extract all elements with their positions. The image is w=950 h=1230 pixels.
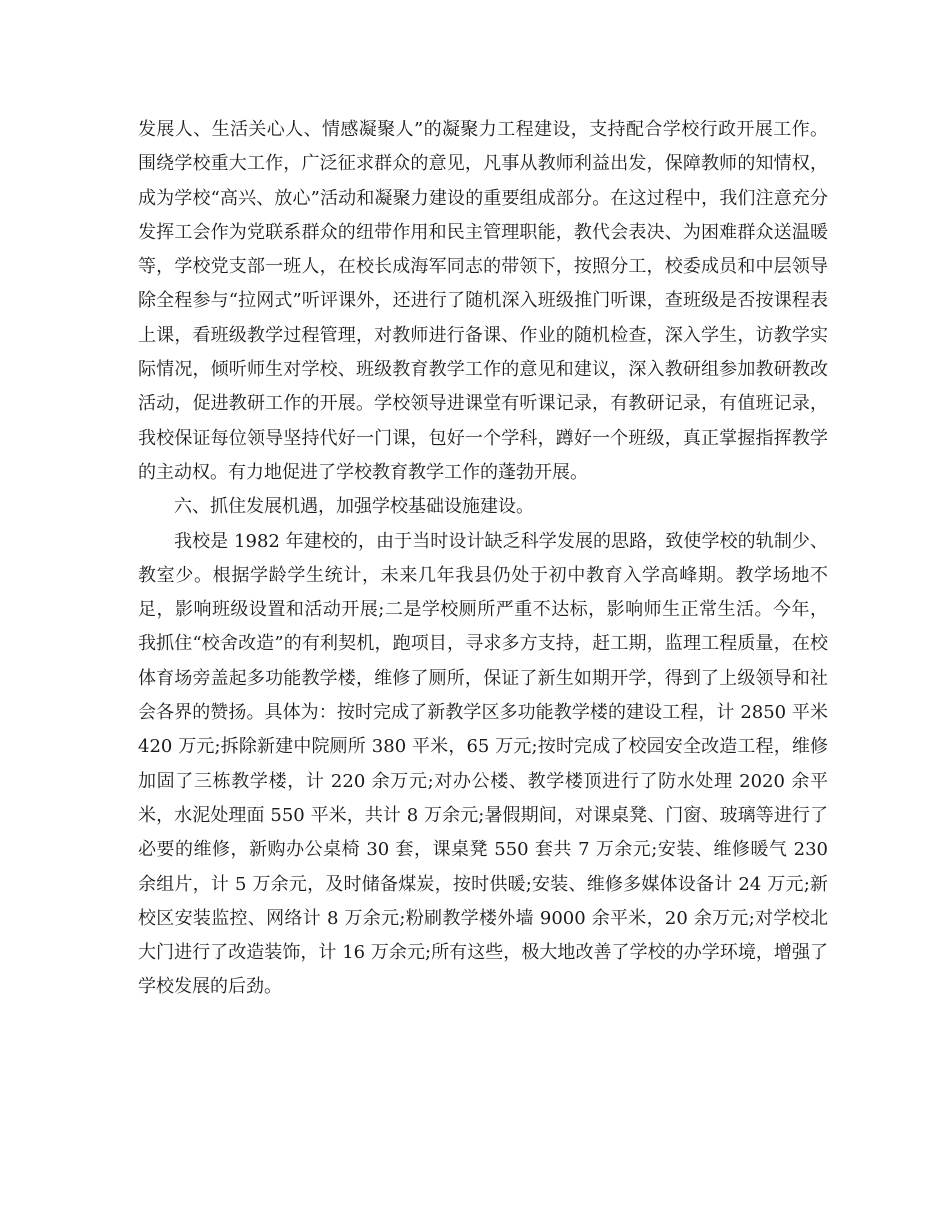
body-paragraph-1: 发展人、生活关心人、情感凝聚人”的凝聚力工程建设，支持配合学校行政开展工作。围绕学校重大工作，广泛征求群众的意见，凡事从教师利益出发，保障教师的知情权，成为学校“高兴、放心”活动和凝聚力建设的重要组成部分。在这过程中，我们注意充分发挥工会作为党联系群众的纽带作用和民主管理职能，教代会表决、为困难群众送温暖等，学校党支部一班人，在校长成海军同志的带领下，按照分工，校委成员和中层领导除全程参与“拉网式”听评课外，还进行了随机深入班级推门听课，查班级是否按课程表上课，看班级教学过程管理，对教师进行备课、作业的随机检查，深入学生，访教学实际情况，倾听师生对学校、班级教育教学工作的意见和建议，深入教研组参加教研教改活动，促进教研工作的开展。学校领导进课堂有听课记录，有教研记录，有值班记录，我校保证每位领导坚持代好一门课，包好一个学科，蹲好一个班级，真正掌握指挥教学的主动权。有力地促进了学校教育教学工作的蓬勃开展。 [138,119,828,483]
body-paragraph-2: 我校是 1982 年建校的，由于当时设计缺乏科学发展的思路，致使学校的轨制少、教室少。根据学龄学生统计，未来几年我县仍处于初中教育入学高峰期。教学场地不足，影响班级设置和活动开展;二是学校厕所严重不达标，影响师生正常生活。今年，我抓住“校舍改造”的有利契机，跑项目，寻求多方支持，赶工期，监理工程质量，在校体育场旁盖起多功能教学楼，维修了厕所，保证了新生如期开学，得到了上级领导和社会各界的赞扬。具体为：按时完成了新教学区多功能教学楼的建设工程，计 2850 平米 420 万元;拆除新建中院厕所 380 平米，65 万元;按时完成了校园安全改造工程，维修加固了三栋教学楼，计 220 余万元;对办公楼、教学楼顶进行了防水处理 2020 余平米，水泥处理面 550 平米，共计 8 万余元;暑假期间，对课桌凳、门窗、玻璃等进行了必要的维修，新购办公桌椅 30 套，课桌凳 550 套共 7 万余元;安装、维修暖气 230 余组片，计 5 万余元，及时储备煤炭，按时供暖;安装、维修多媒体设备计 24 万元;新校区安装监控、网络计 8 万余元;粉刷教学楼外墙 9000 余平米，20 余万元;对学校北大门进行了改造装饰，计 16 万余元;所有这些，极大地改善了学校的办学环境，增强了学校发展的后劲。 [138,530,828,998]
section-heading-six: 六、抓住发展机遇，加强学校基础设施建设。 [174,496,534,518]
document-page [138,113,828,1005]
